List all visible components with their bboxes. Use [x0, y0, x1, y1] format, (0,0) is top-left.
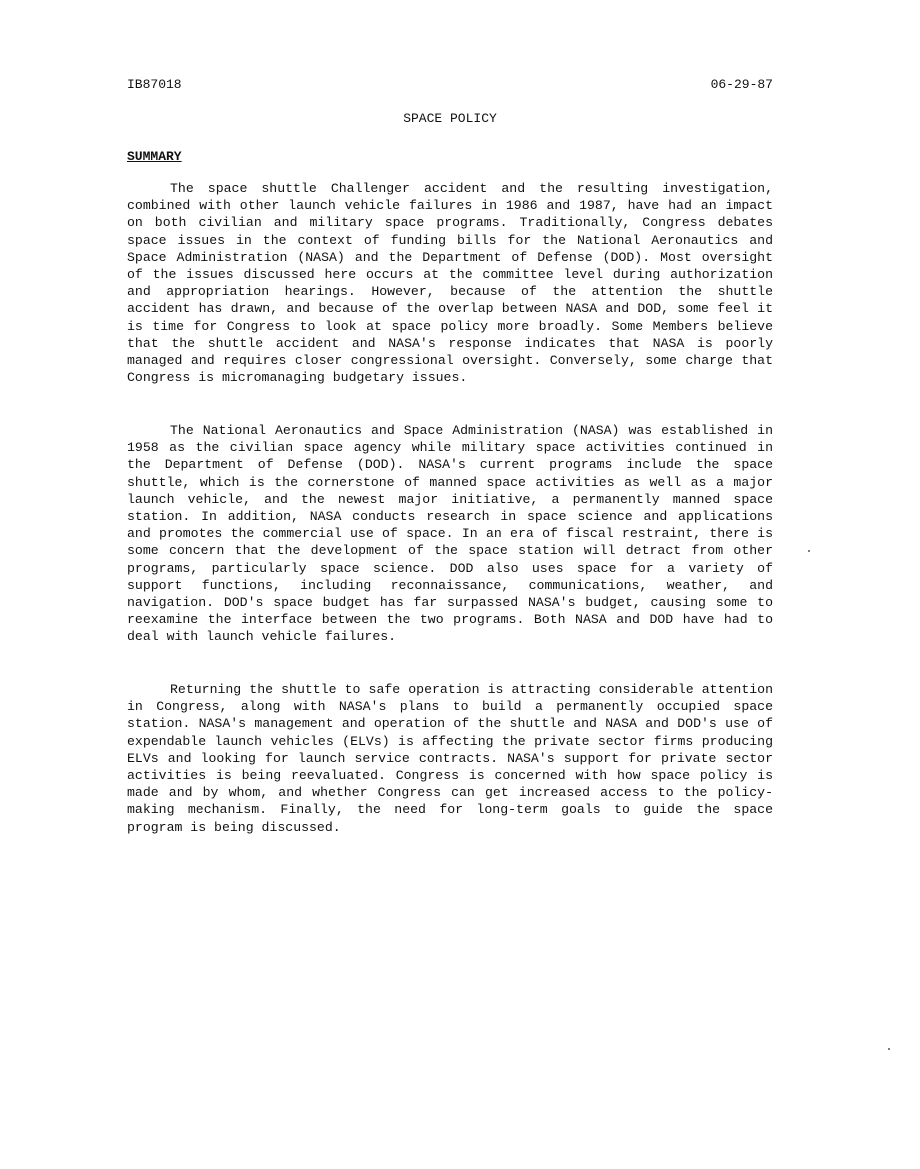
scan-speck: [888, 1048, 890, 1050]
section-heading-summary: SUMMARY: [127, 149, 182, 164]
summary-paragraph-1: The space shuttle Challenger accident and the resulting investigation, combined with other launch vehicle failures in 1986 and 1987, have had an impact on both civilian and military space programs. Traditionally, Congress debates space issues in the context of funding bills for the National Aeronautics and Space Administration (NASA) and the Department of Defense (DOD). Most oversight of the issues discussed here occurs at the committee level during authorization and appropriation hearings. However, because of the attention the shuttle accident has drawn, and because of the overlap between NASA and DOD, some feel it is time for Congress to look at space policy more broadly. Some Members believe that the shuttle accident and NASA's response indicates that NASA is poorly managed and requires closer congressional oversight. Conversely, some charge that Congress is micromanaging budgetary issues.: [127, 181, 773, 386]
page-header: [127, 76, 773, 96]
summary-paragraph-3: Returning the shuttle to safe operation is attracting considerable attention in Congress, along with NASA's plans to build a permanently occupied space station. NASA's management and operation of the shuttle and NASA and DOD's use of expendable launch vehicles (ELVs) is affecting the private sector firms producing ELVs and looking for launch service contracts. NASA's support for private sector activities is being reevaluated. Congress is concerned with how space policy is made and by whom, and whether Congress can get increased access to the policy-making mechanism. Finally, the need for long-term goals to guide the space program is being discussed.: [127, 682, 773, 835]
summary-paragraph-2: The National Aeronautics and Space Administration (NASA) was established in 1958 as the civilian space agency while military space activities continued in the Department of Defense (DOD). NASA's current programs include the space shuttle, which is the cornerstone of manned space activities as well as a major launch vehicle, and the newest major initiative, a permanently manned space station. In addition, NASA conducts research in space science and applications and promotes the commercial use of space. In an era of fiscal restraint, there is some concern that the development of the space station will detract from other programs, particularly space science. DOD also uses space for a variety of support functions, including reconnaissance, communications, weather, and navigation. DOD's space budget has far surpassed NASA's budget, causing some to reexamine the interface between the two programs. Both NASA and DOD have had to deal with launch vehicle failures.: [127, 423, 773, 645]
document-date: 06-29-87: [710, 77, 773, 92]
scan-speck: [808, 550, 810, 552]
document-id: IB87018: [127, 77, 182, 92]
document-title: SPACE POLICY: [403, 111, 497, 126]
